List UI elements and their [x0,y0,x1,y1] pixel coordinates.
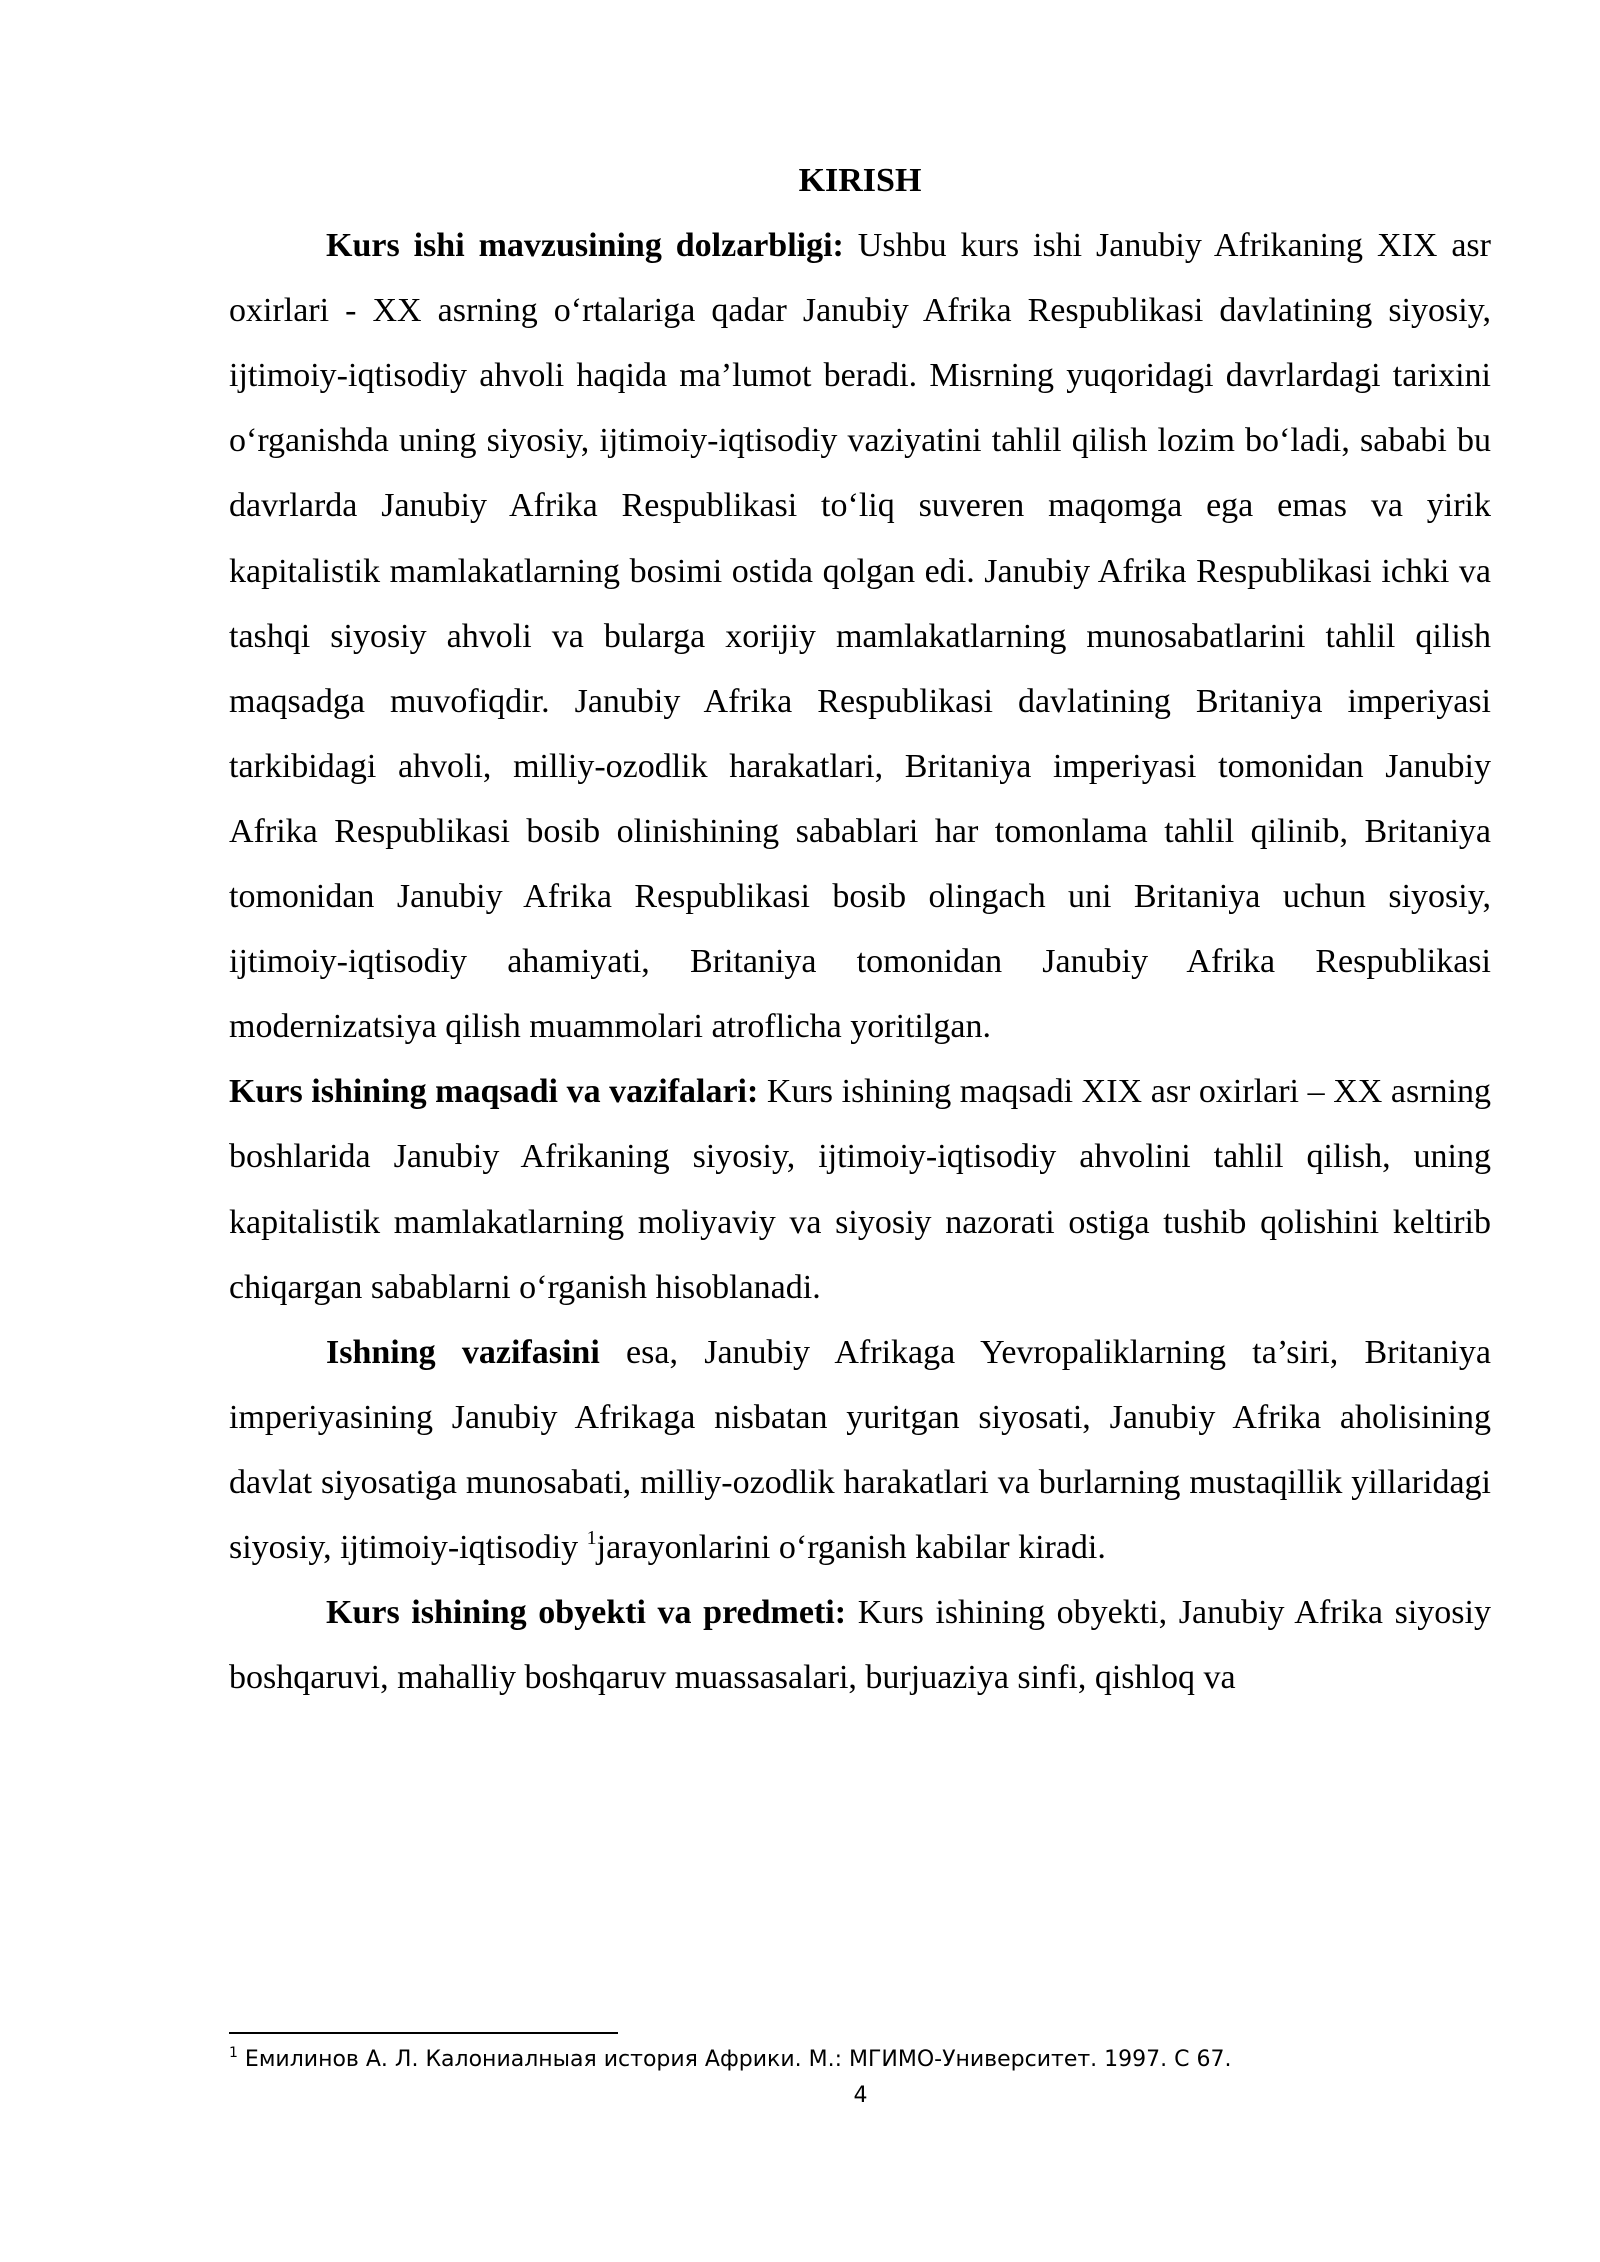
main-text [229,148,1491,1710]
paragraph-heading: Ishning vazifasini [326,1333,600,1371]
footnote-number: 1 [229,2045,238,2061]
paragraph-heading: Kurs ishining obyekti va predmeti: [326,1594,847,1632]
paragraph-text-continued: jarayonlarini o‘rganish kabilar kiradi. [596,1528,1106,1566]
paragraph-text: Ushbu kurs ishi Janubiy Afrikaning XIX asr oxirlari - XX asrning o‘rtalariga qadar Janubiy Afrika Respublikasi davlatining siyosiy, ijtimoiy-iqtisodiy ahvoli haqida ma’lumot beradi. Misrning yuqoridagi davrlardagi tarixini o‘rganishda uning siyosiy, ijtimoiy-iqtisodiy vaziyatini tahlil qilish lozim bo‘ladi, sababi bu davrlarda Janubiy Afrika Respublikasi to‘liq suveren maqomga ega emas va yirik kapitalistik mamlakatlarning bosimi ostida qolgan edi. Janubiy Afrika Respublikasi ichki va tashqi siyosiy ahvoli va bularga xorijiy mamlakatlarning munosabatlarini tahlil qilish maqsadga muvofiqdir. Janubiy Afrika Respublikasi davlatining Britaniya imperiyasi tarkibidagi ahvoli, milliy-ozodlik harakatlari, Britaniya imperiyasi tomonidan Janubiy Afrika Respublikasi bosib olinishining sabablari har tomonlama tahlil qilinib, Britaniya tomonidan Janubiy Afrika Respublikasi bosib olingach uni Britaniya uchun siyosiy, ijtimoiy-iqtisodiy ahamiyati, Britaniya tomonidan Janubiy Afrika Respublikasi modernizatsiya qilish muammolari atroflicha yoritilgan. [229,227,1491,1046]
paragraph-heading: Kurs ishi mavzusining dolzarbligi: [326,227,844,265]
paragraph-text: Kurs ishining maqsadi XIX asr oxirlari – XX asrning boshlarida Janubiy Afrikaning siyosiy, ijtimoiy-iqtisodiy ahvolini tahlil qilish, uning kapitalistik mamlakatlarning moliyaviy va siyosiy nazorati ostiga tushib qolishini keltirib chiqargan sabablarni o‘rganish hisoblanadi. [229,1073,1491,1306]
footnote [229,2046,1491,2074]
paragraph-object [229,1580,1491,1710]
footnote-text: Емилинов А. Л. Калониалныая история Африки. М.: МГИМО-Университет. 1997. С 67. [237,2047,1232,2072]
paragraph-heading: Kurs ishining maqsadi va vazifalari: [229,1073,759,1111]
paragraph-relevance [229,213,1491,1059]
paragraph-text: Kurs ishining obyekti, Janubiy Afrika siyosiy boshqaruvi, mahalliy boshqaruv muassasalari, burjuaziya sinfi, qishloq va [229,1594,1491,1697]
page-number: 4 [853,2083,868,2108]
footnote-separator [229,2032,618,2034]
footnote-reference[interactable]: 1 [586,1526,597,1549]
paragraph-text: esa, Janubiy Afrikaga Yevropaliklarning ta’siri, Britaniya imperiyasining Janubiy Afrikaga nisbatan yuritgan siyosati, Janubiy Afrika aholisining davlat siyosatiga munosabati, milliy-ozodlik harakatlari va burlarning mustaqillik yillaridagi siyosiy, ijtimoiy-iqtisodiy [229,1333,1491,1566]
paragraph-goals [229,1059,1491,1319]
page-title: KIRISH [798,162,922,199]
paragraph-tasks [229,1320,1491,1580]
